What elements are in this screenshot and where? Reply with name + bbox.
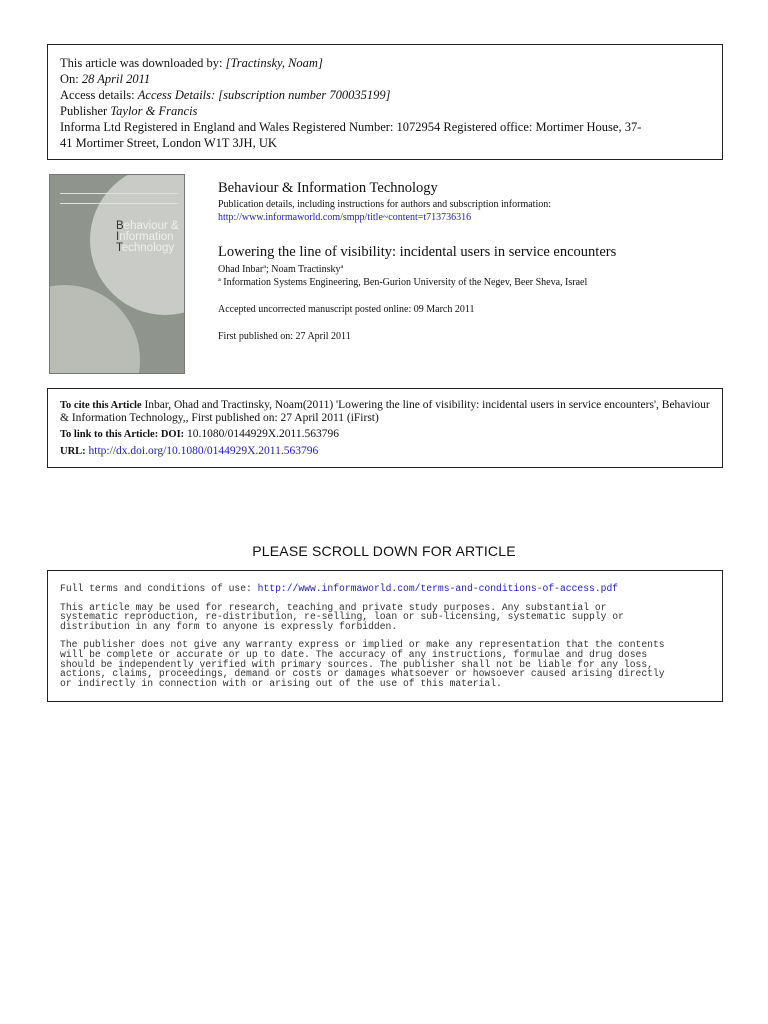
downloaded-by-line xyxy=(60,55,710,71)
article-title: Lowering the line of visibility: incidental users in service encounters xyxy=(218,244,617,260)
scroll-down-message: PLEASE SCROLL DOWN FOR ARTICLE xyxy=(252,543,516,559)
download-date-value: 28 April 2011 xyxy=(81,72,151,86)
downloaded-by-label: This article was downloaded by: xyxy=(60,56,226,70)
publisher-label: Publisher xyxy=(60,104,111,118)
citation-text: Inbar, Ohad and Tractinsky, Noam(2011) 'Lowering the line of visibility: incidental users in service encounters', Behaviour & Information Technology,, First published on: 27 April 2011 (iFirst) xyxy=(60,399,710,424)
cover-rule xyxy=(60,203,178,204)
cover-title-initial: T xyxy=(116,242,122,254)
citation-label: To cite this Article xyxy=(60,400,142,411)
first-published-date: First published on: 27 April 2011 xyxy=(218,331,351,342)
journal-title: Behaviour & Information Technology xyxy=(218,180,438,196)
download-date-label: On: xyxy=(60,72,82,86)
terms-box xyxy=(47,570,723,702)
download-date-line xyxy=(60,71,710,87)
downloaded-by-value: [Tractinsky, Noam] xyxy=(225,56,323,70)
author-affiliation: ª Information Systems Engineering, Ben-Gurion University of the Negev, Beer Sheva, Israel xyxy=(218,277,588,288)
terms-paragraph-warranty: The publisher does not give any warranty express or implied or make any representation that the contents will be complete or accurate or up to date. The accuracy of any instructions, formulae and drug doses should be independently verified with primary sources. The publisher shall not be liable for any loss, actions, claims, proceedings, demand or costs or damages whatsoever or howsoever caused arising directly or indirectly in connection with or arising out of the use of this material. xyxy=(60,639,665,689)
doi-label: To link to this Article: DOI: xyxy=(60,429,185,440)
doi-row xyxy=(60,428,710,441)
access-details-value: Access Details: [subscription number 700035199] xyxy=(137,88,391,102)
cover-title-text: nformation xyxy=(119,231,174,243)
url-row xyxy=(60,445,710,458)
article-url-link[interactable]: http://dx.doi.org/10.1080/0144929X.2011.563796 xyxy=(85,445,319,457)
citation-box xyxy=(47,388,723,468)
citation-row xyxy=(60,399,710,424)
cover-title-initial: I xyxy=(116,231,120,243)
full-terms-link[interactable]: http://www.informaworld.com/terms-and-conditions-of-access.pdf xyxy=(257,583,619,594)
full-terms-label: Full terms and conditions of use: xyxy=(60,583,258,594)
registered-office-line1: Informa Ltd Registered in England and Wales Registered Number: 1072954 Registered office: Mortimer House, 37- xyxy=(60,120,642,134)
journal-cover-image xyxy=(49,174,185,374)
access-details-label: Access details: xyxy=(60,88,138,102)
terms-paragraph-usage: This article may be used for research, teaching and private study purposes. Any substantial or systematic reproduction, re-distribution, re-selling, loan or sub-licensing, systematic supply or distribution in any form to anyone is expressly forbidden. xyxy=(60,601,624,632)
access-details-line xyxy=(60,87,710,103)
url-label: URL: xyxy=(60,446,86,457)
journal-info xyxy=(218,180,718,343)
publisher-value: Taylor & Francis xyxy=(110,104,198,118)
doi-value: 10.1080/0144929X.2011.563796 xyxy=(184,428,339,440)
cover-title-initial: B xyxy=(116,220,124,232)
cover-title xyxy=(116,221,185,254)
cover-title-text: echnology xyxy=(121,242,175,254)
download-info-box xyxy=(47,44,723,160)
full-terms-line xyxy=(60,584,710,594)
cover-title-text: ehaviour & xyxy=(123,220,179,232)
accepted-date: Accepted uncorrected manuscript posted online: 09 March 2011 xyxy=(218,304,475,315)
publication-link[interactable]: http://www.informaworld.com/smpp/title~content=t713736316 xyxy=(218,212,472,223)
cover-rule xyxy=(60,193,178,194)
registered-office-line2: 41 Mortimer Street, London W1T 3JH, UK xyxy=(60,136,277,150)
article-authors: Ohad Inbarª; Noam Tractinskyª xyxy=(218,264,344,275)
publication-details: Publication details, including instructions for authors and subscription information: xyxy=(218,199,552,210)
publisher-line xyxy=(60,103,710,119)
